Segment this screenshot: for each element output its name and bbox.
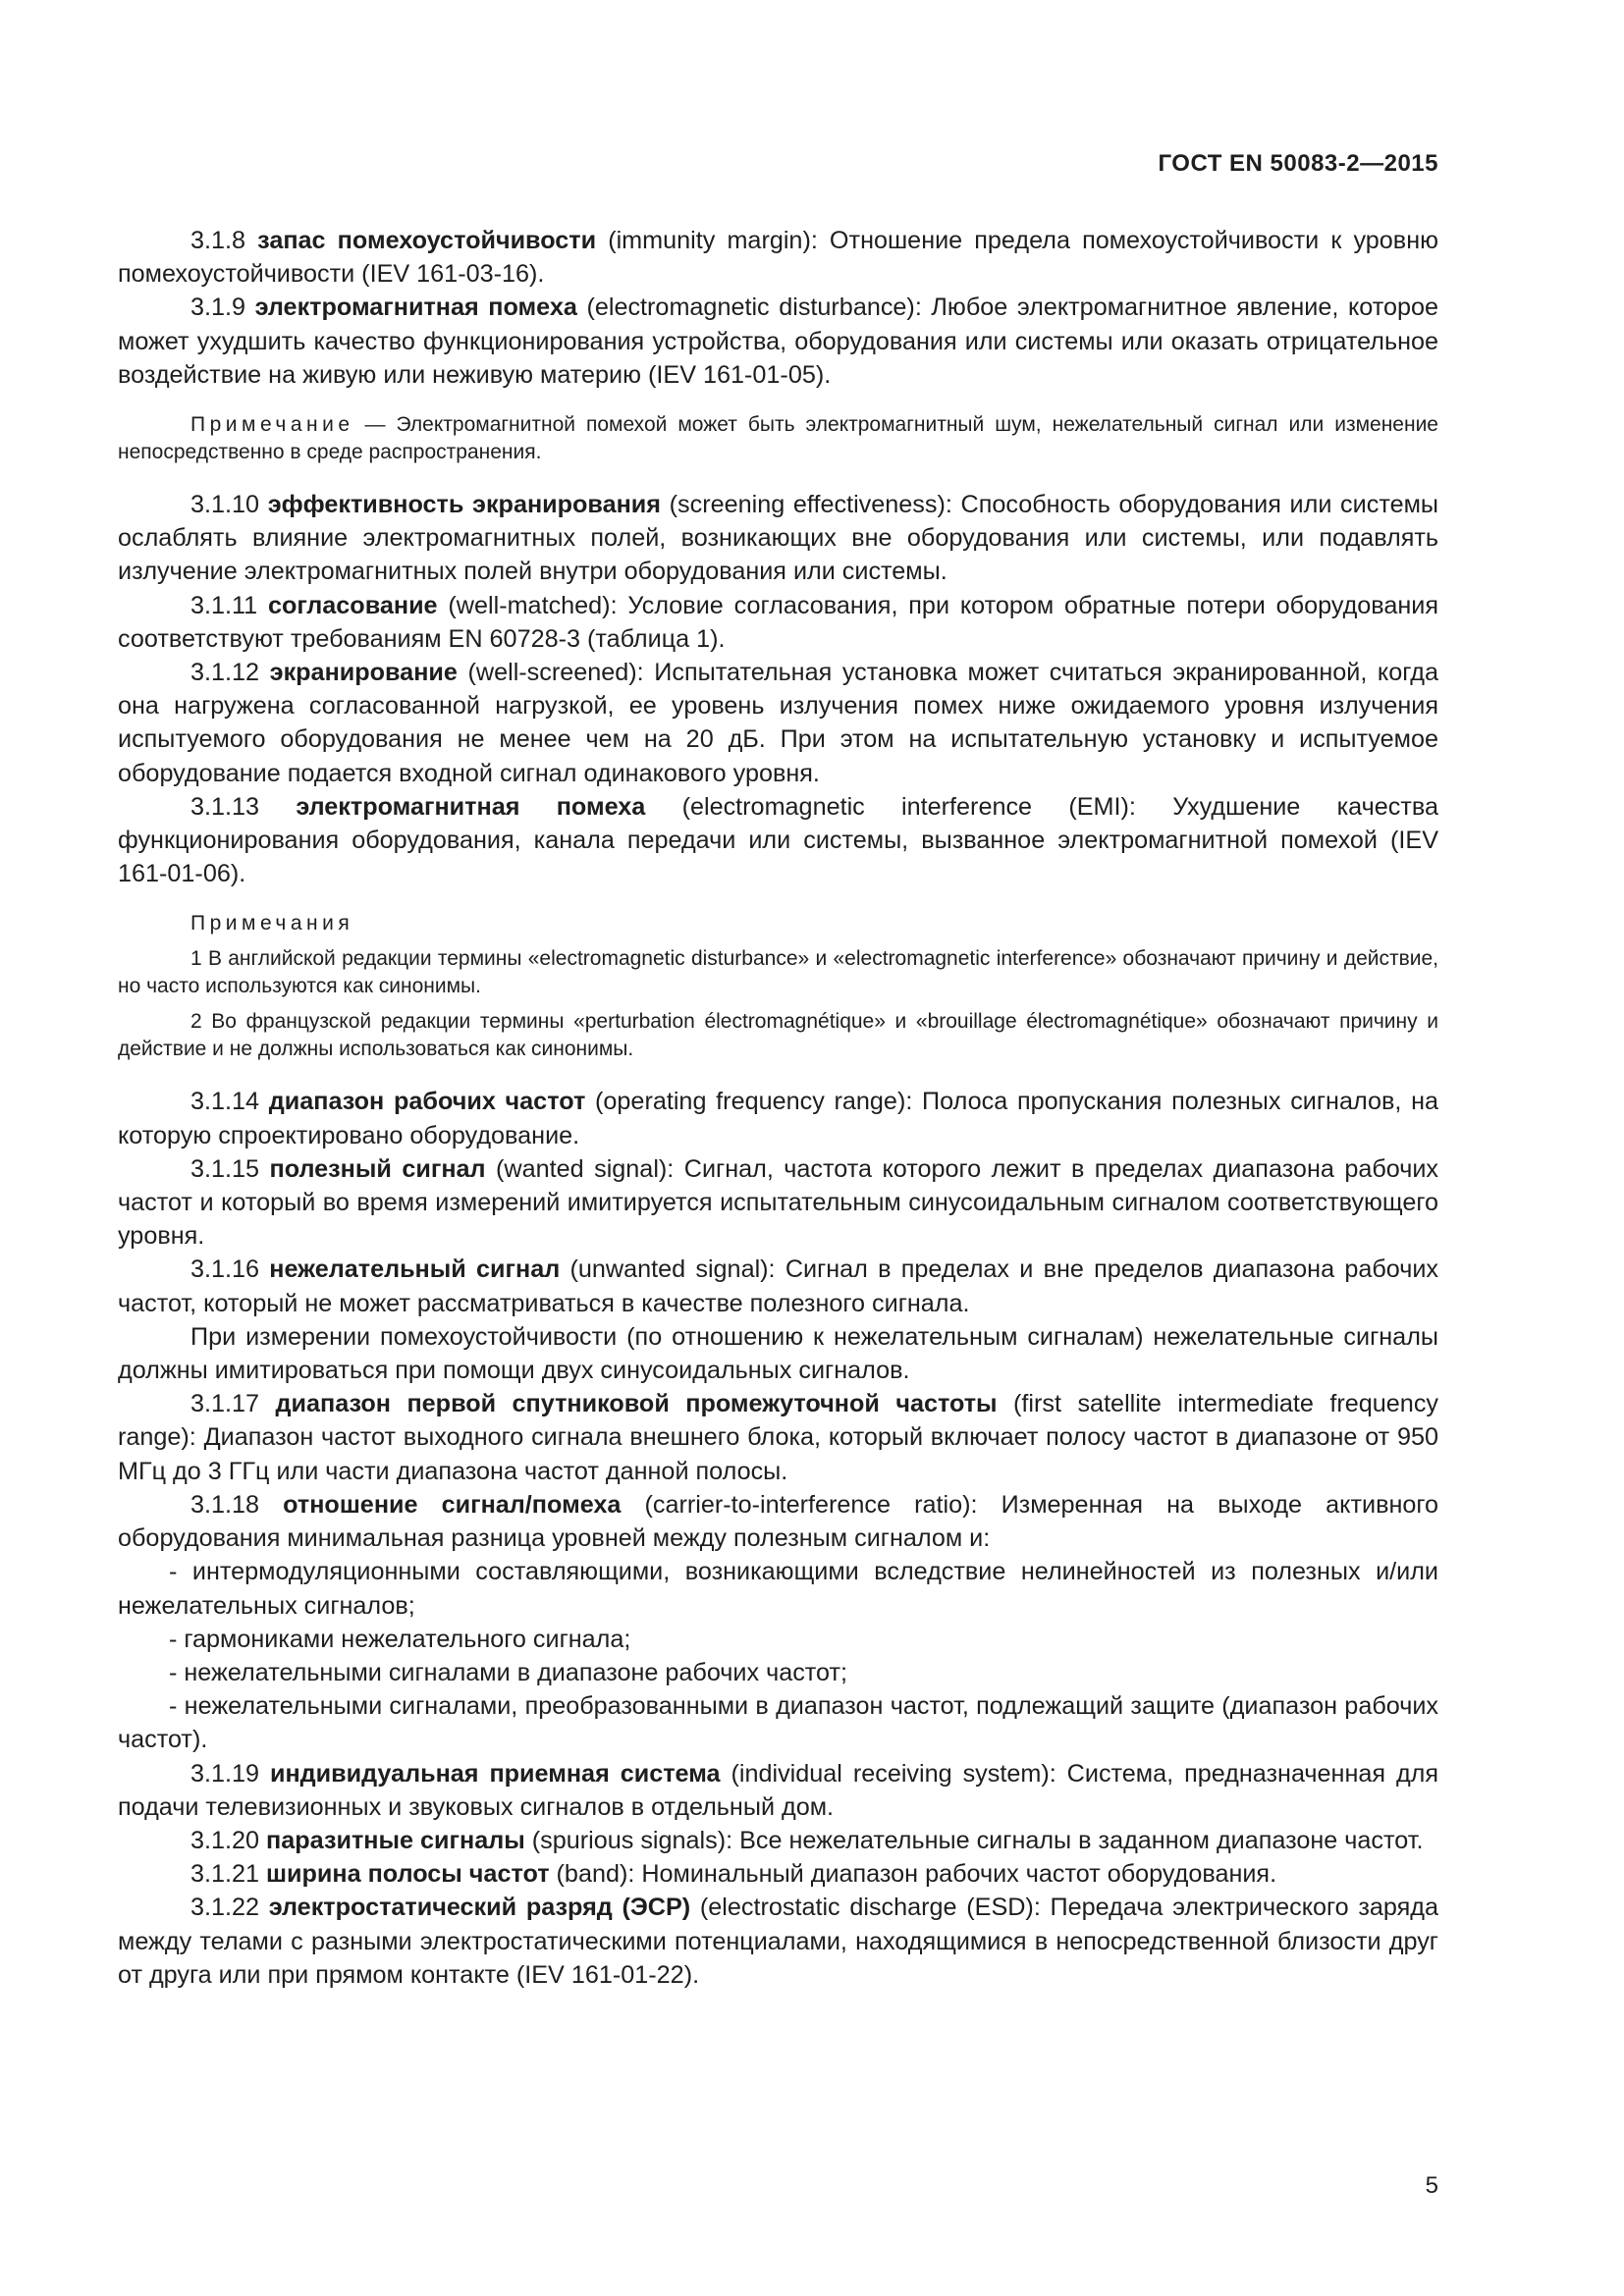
term-definition: [118, 1757, 1438, 1824]
document-body: [118, 224, 1438, 1992]
notes-heading: Примечания: [190, 912, 354, 935]
term-text: (well-matched): Условие согласования, при котором обратные потери оборудования соответствуют требованиям EN 60728-3 (таблица 1).: [118, 591, 1438, 653]
body-paragraph: При измерении помехоустойчивости (по отношению к нежелательным сигналам) нежелательные сигналы должны имитироваться при помощи двух синусоидальных сигналов.: [118, 1322, 1438, 1385]
term-text: (first satellite intermediate frequency range): Диапазон частот выходного сигнала внешнего блока, который включает полосу частот в диапазоне от 950 МГц до 3 ГГц или части диапазона частот данной полосы.: [118, 1390, 1439, 1485]
term-name: полезный сигнал: [269, 1154, 486, 1183]
term-name: нежелательный сигнал: [269, 1255, 561, 1284]
term-name: электромагнитная помеха: [296, 792, 646, 821]
page-number: 5: [1425, 2172, 1438, 2199]
note: [118, 411, 1438, 466]
term-definition: [118, 1152, 1438, 1254]
term-number: 3.1.8: [190, 227, 246, 254]
note-label: Примечание: [190, 413, 354, 437]
term-number: 3.1.10: [190, 491, 260, 519]
note-block: [118, 411, 1438, 466]
term-text: (immunity margin): Отношение предела помехоустойчивости к уровню помехоустойчивости (IEV 161-03-16).: [118, 227, 1438, 289]
note-item: 1 В английской редакции термины «electromagnetic disturbance» и «electromagnetic interference» обозначают причину и действие, но часто используются как синонимы.: [118, 947, 1438, 998]
term-text: (well-screened): Испытательная установка может считаться экранированной, когда она нагружена согласованной нагрузкой, ее уровень излучения помех ниже ожидаемого уровня излучения испытуемого оборудования не менее чем на 20 дБ. При этом на испытательную установку и испытуемое оборудование подается входной сигнал одинакового уровня.: [118, 659, 1438, 787]
term-name: отношение сигнал/помеха: [283, 1490, 622, 1519]
term-definition: [118, 291, 1438, 392]
term-number: 3.1.13: [190, 792, 260, 821]
list-item: - нежелательными сигналами в диапазоне рабочих частот;: [169, 1658, 848, 1686]
term-name: запас помехоустойчивости: [257, 227, 597, 254]
term-number: 3.1.14: [190, 1088, 260, 1116]
term-definition: [118, 656, 1438, 790]
term-name: электростатический разряд (ЭСР): [268, 1894, 691, 1922]
term-definition: [118, 1824, 1438, 1857]
term-number: 3.1.17: [190, 1390, 260, 1418]
term-text: (screening effectiveness): Способность оборудования или системы ослаблять влияние электромагнитных полей, возникающих вне оборудования или системы, или подавлять излучение электромагнитных полей внутри оборудования или системы.: [118, 491, 1438, 586]
term-name: экранирование: [269, 659, 458, 687]
term-text: (electromagnetic disturbance): Любое электромагнитное явление, которое может ухудшить качество функционирования устройства, оборудования или системы или оказать отрицательное воздействие на живую или неживую материю (IEV 161-01-05).: [118, 294, 1438, 389]
term-name: паразитные сигналы: [266, 1826, 525, 1854]
document-code-header: ГОСТ EN 50083-2—2015: [1158, 150, 1438, 177]
list-item: - гармониками нежелательного сигнала;: [169, 1625, 631, 1653]
term-definition: [118, 1253, 1438, 1319]
term-definition: [118, 1387, 1438, 1488]
term-definition: [118, 224, 1438, 291]
term-definition: [118, 488, 1438, 589]
term-text: (wanted signal): Сигнал, частота которого лежит в пределах диапазона рабочих частот и который во время измерений имитируется испытательным синусоидальным сигналом соответствующего уровня.: [118, 1154, 1439, 1251]
note-item: 2 Во французской редакции термины «perturbation électromagnétique» и «brouillage électromagnétique» обозначают причину и действие и не должны использоваться как синонимы.: [118, 1010, 1438, 1061]
term-name: диапазон первой спутниковой промежуточной частоты: [275, 1390, 998, 1418]
term-text: (carrier-to-interference ratio): Измеренная на выходе активного оборудования минимальная разница уровней между полезным сигналом и:: [118, 1490, 1439, 1553]
term-name: электромагнитная помеха: [254, 294, 577, 322]
term-text: (electromagnetic interference (EMI): Ухудшение качества функционирования оборудования, канала передачи или системы, вызванное электромагнитной помехой (IEV 161-01-06).: [118, 792, 1438, 888]
term-number: 3.1.15: [190, 1154, 260, 1183]
term-number: 3.1.9: [190, 294, 246, 322]
term-number: 3.1.19: [190, 1759, 260, 1788]
term-text: (band): Номинальный диапазон рабочих частот оборудования.: [549, 1860, 1277, 1889]
term-text: (electrostatic discharge (ESD): Передача электрического заряда между телами с разными электростатическими потенциалами, находящимися в непосредственной близости друг от друга или при прямом контакте (IEV 161-01-22).: [118, 1894, 1438, 1989]
term-text: (unwanted signal): Сигнал в пределах и вне пределов диапазона рабочих частот, который не может рассматриваться в качестве полезного сигнала.: [118, 1255, 1439, 1317]
term-number: 3.1.18: [190, 1490, 260, 1519]
list-item: - нежелательными сигналами, преобразованными в диапазон частот, подлежащий защите (диапазон рабочих частот).: [118, 1692, 1438, 1754]
term-definition: [118, 1488, 1438, 1555]
term-definition: [118, 589, 1438, 656]
term-name: согласование: [268, 591, 438, 619]
term-definition: [118, 1891, 1438, 1992]
term-number: 3.1.21: [190, 1860, 260, 1889]
term-number: 3.1.12: [190, 659, 260, 687]
term-definition: [118, 790, 1438, 891]
term-definition: [118, 1085, 1438, 1151]
term-definition: [118, 1857, 1438, 1891]
note-text: — Электромагнитной помехой может быть электромагнитный шум, нежелательный сигнал или изменение непосредственно в среде распространения.: [118, 413, 1438, 464]
notes-block: [118, 910, 1438, 1063]
term-number: 3.1.22: [190, 1894, 260, 1922]
list-item: - интермодуляционными составляющими, возникающими вследствие нелинейностей из полезных и/или нежелательных сигналов;: [118, 1558, 1438, 1620]
term-name: ширина полосы частот: [266, 1860, 550, 1889]
term-text: (operating frequency range): Полоса пропускания полезных сигналов, на которую спроектировано оборудование.: [118, 1088, 1438, 1149]
term-name: диапазон рабочих частот: [268, 1088, 586, 1116]
term-number: 3.1.16: [190, 1255, 260, 1284]
term-text: (spurious signals): Все нежелательные сигналы в заданном диапазоне частот.: [524, 1826, 1424, 1854]
term-number: 3.1.11: [190, 591, 258, 619]
term-number: 3.1.20: [190, 1826, 260, 1854]
term-text: (individual receiving system): Система, предназначенная для подачи телевизионных и звуковых сигналов в отдельный дом.: [118, 1759, 1438, 1821]
term-name: эффективность экранирования: [267, 491, 661, 519]
term-name: индивидуальная приемная система: [269, 1759, 721, 1788]
